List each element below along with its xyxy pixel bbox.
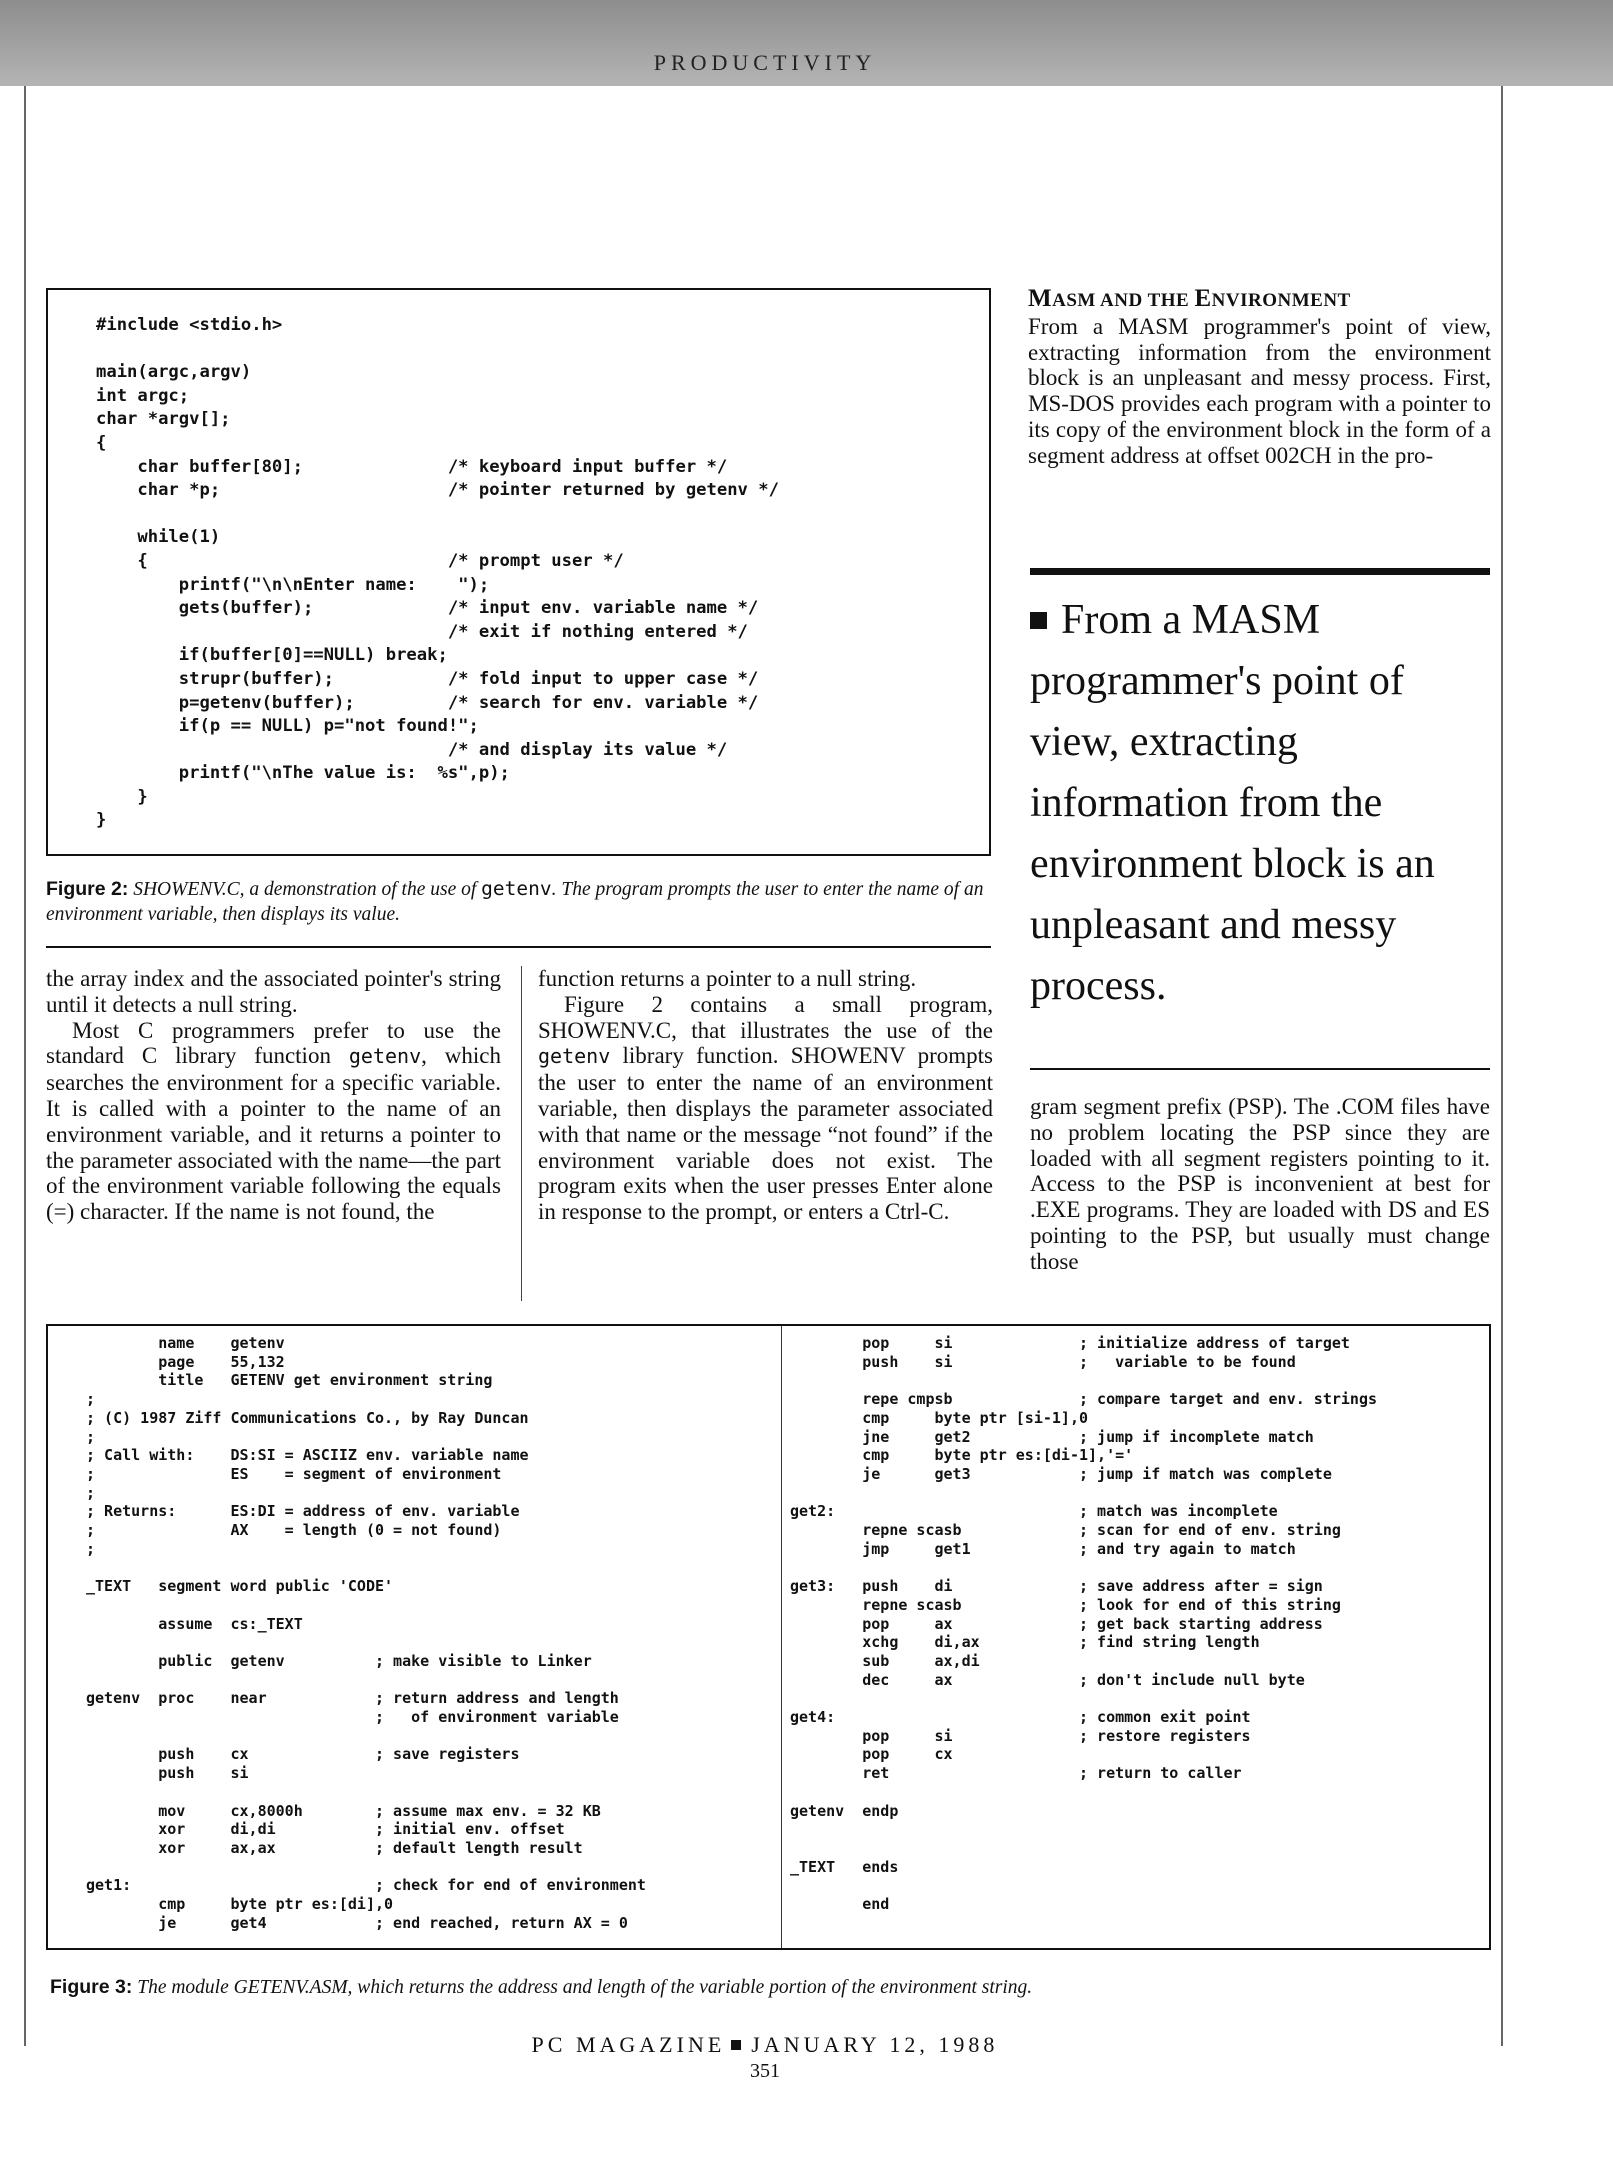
col1-paragraph-1: the array index and the associated pointer's string until it detects a null string. [46, 966, 501, 1017]
figure-3-code-right: pop si ; initialize address of target push si ; variable to be found repe cmpsb ; compare target and env. strings cmp byte ptr [si-1],0 jne get2 ; jump if incomplete match cmp byte ptr es:[di-1],'=' je get3 ; jump if match was complete get2: ; match was incomplete repne scasb ; scan for end of env. string jmp get1 ; and try again to match get3: push di ; save address after = sign repne scasb ; look for end of this string pop ax ; get back starting address xchg di,ax ; find string length sub ax,di dec ax ; don't include null byte get4: ; common exit point pop si ; restore registers pop cx ret ; return to caller getenv endp _TEXT ends end [790, 1334, 1377, 1914]
pullquote-top-rule [1030, 568, 1490, 575]
col1-text-b: , which searches the environment for a specific variable. It is called with a pointer to the name of an environment variable, and it returns a pointer to the parameter associated with the name—the part of the environment variable following the equals (=) character. If the name is not found, the [46, 1043, 501, 1225]
figure-2-caption-label: Figure 2: [46, 878, 129, 900]
right-margin-rule [1501, 86, 1503, 2046]
col2-text-b: library function. SHOWENV prompts the user to enter the name of an environment variable, then displays the parameter associated with that name or the message “not found” if the environment variable does not exist. The program exits when the user presses Enter alone in response to the prompt, or enters a Ctrl-C. [538, 1043, 994, 1225]
figure-2-code: #include <stdio.h> main(argc,argv) int argc; char *argv[]; { char buffer[80]; /* keyboard input buffer */ char *p; /* pointer returned by getenv */ while(1) { /* prompt user */ printf("\n\nEnter name: "); gets(buffer); /* input env. variable name */ /* exit if nothing entered */ if(buffer[0]==NULL) break; strupr(buffer); /* fold input to upper case */ p=getenv(buffer); /* search for env. variable */ if(p == NULL) p="not found!"; /* and display its value */ printf("\nThe value is: %s",p); } } [96, 315, 779, 831]
figure-2-caption-text-a: SHOWENV.C, a demonstration of the use of [133, 879, 477, 900]
sidebar-heading [1028, 286, 1491, 314]
pullquote-bullet-icon [1030, 612, 1047, 629]
col1-code-getenv: getenv [348, 1044, 422, 1069]
pull-quote [1030, 590, 1490, 1017]
page-number: 351 [750, 2060, 780, 2082]
magazine-footer [0, 2032, 1530, 2058]
figure-2-rule [46, 946, 991, 948]
sidebar-heading-part1: ASM AND THE [1052, 290, 1195, 311]
col2-paragraph-2 [538, 992, 993, 1225]
figure-3-code-left: name getenv page 55,132 title GETENV get environment string ; ; (C) 1987 Ziff Communications Co., by Ray Duncan ; ; Call with: DS:SI = ASCIIZ env. variable name ; ES = segment of environment ; ; Returns: ES:DI = address of env. variable ; AX = length (0 = not found) ; _TEXT segment word public 'CODE' assume cs:_TEXT public getenv ; make visible to Linker getenv proc near ; return address and length ; of environment variable push cx ; save registers push si mov cx,8000h ; assume max env. = 32 KB xor di,di ; initial env. offset xor ax,ax ; default length result get1: ; check for end of environment cmp byte ptr es:[di],0 je get4 ; end reached, return AX = 0 [86, 1334, 646, 1932]
col2-code-getenv: getenv [538, 1044, 611, 1069]
left-margin-rule [24, 86, 26, 2046]
figure-3-caption-label: Figure 3: [50, 1976, 133, 1998]
figure-3-caption [50, 1975, 1490, 2000]
figure-3-divider [781, 1326, 782, 1948]
body-column-1 [46, 966, 501, 1225]
col1-paragraph-2 [46, 1018, 501, 1225]
figure-2-caption [46, 876, 991, 927]
footer-bullet-icon [731, 2040, 741, 2050]
sidebar-paragraph-2: gram segment prefix (PSP). The .COM files have no problem locating the PSP since they are loaded with all segment registers pointing to it. Access to the PSP is inconvenient at best for .EXE programs. They are loaded with DS and ES pointing to the PSP, but usually must change those [1030, 1094, 1490, 1274]
col2-text-a: Figure 2 contains a small program, SHOWENV.C, that illustrates the use of the [538, 991, 993, 1043]
sidebar-heading-cap2: E [1194, 285, 1212, 312]
pull-quote-text: From a MASM programmer's point of view, extracting information from the environment block is an unpleasant and messy process. [1030, 597, 1435, 1009]
sidebar-column-top [1028, 286, 1491, 469]
col2-paragraph-1: function returns a pointer to a null string. [538, 966, 917, 991]
sidebar-column-bottom [1030, 1094, 1490, 1275]
figure-2-caption-text-b: . The program prompts the user to enter the name of an environment variable, then displays its value. [46, 879, 984, 925]
sidebar-paragraph-1: From a MASM programmer's point of view, extracting information from the environment block is an unpleasant and messy process. First, MS-DOS provides each program with a pointer to its copy of the environment block in the form of a segment address at offset 002CH in the pro- [1028, 313, 1491, 468]
figure-2-caption-code: getenv [481, 877, 552, 900]
sidebar-heading-part2: NVIRONMENT [1211, 290, 1351, 311]
col1-text-a: Most C programmers prefer to use the standard C library function [46, 1017, 501, 1069]
figure-3-caption-text: The module GETENV.ASM, which returns the address and length of the variable portion of the environment string. [137, 1977, 1033, 1998]
column-separator [521, 966, 522, 1301]
figure-2-box [46, 288, 991, 856]
magazine-name: PC MAGAZINE [531, 2032, 726, 2057]
pullquote-bottom-rule [1030, 1068, 1490, 1070]
section-label: PRODUCTIVITY [653, 50, 877, 75]
body-column-2 [538, 966, 993, 1225]
figure-3-box [46, 1324, 1491, 1950]
sidebar-heading-cap1: M [1028, 285, 1053, 312]
issue-date: JANUARY 12, 1988 [751, 2032, 999, 2057]
